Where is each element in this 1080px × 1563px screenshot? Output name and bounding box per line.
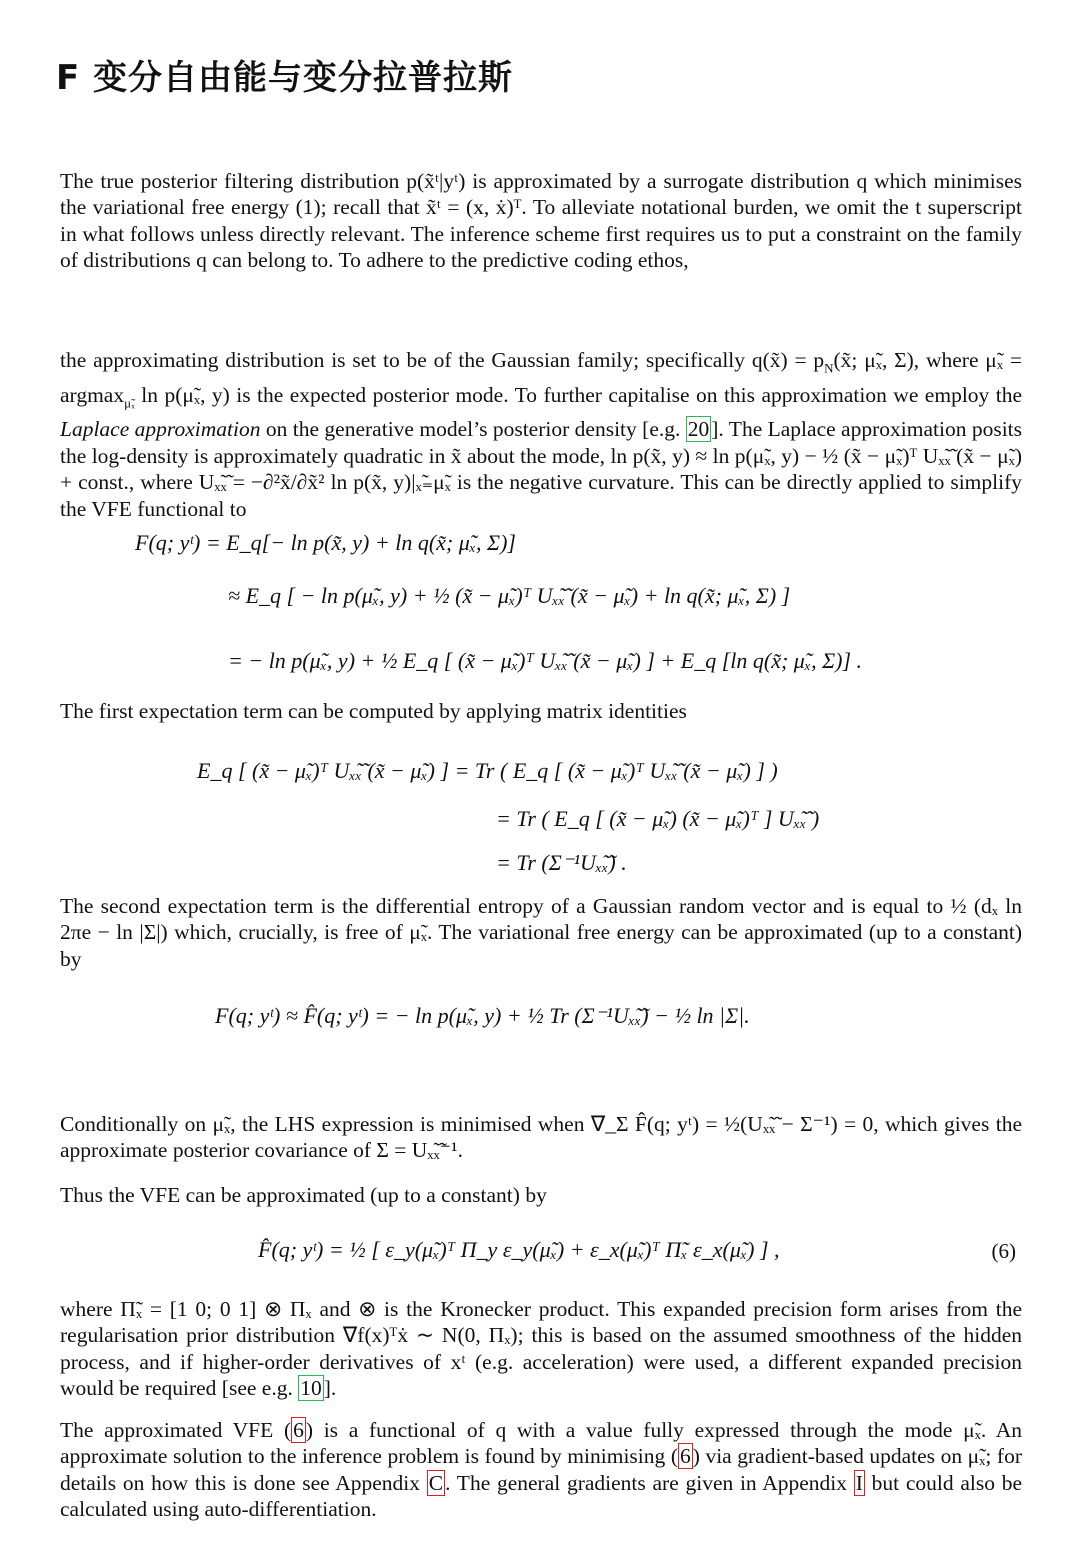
text: . The general gradients are given in Appendix	[445, 1470, 854, 1495]
equation-link[interactable]: 6	[679, 1444, 691, 1469]
appendix-link[interactable]: C	[428, 1470, 444, 1495]
equation-line: E_q [ (x̃ − μ̃ₓ)ᵀ Uₓ̃ₓ̃ (x̃ − μ̃ₓ) ] = Tr ( E_q [ (x̃ − μ̃ₓ)ᵀ Uₓ̃ₓ̃ (x̃ − μ̃ₓ) ] )	[197, 758, 778, 783]
paragraph-thus: Thus the VFE can be approximated (up to a constant) by	[60, 1183, 547, 1207]
text: ln p(μ̃ₓ, y) is the expected posterior mode. To further capitalise on this approximation we employ the	[134, 382, 1022, 407]
paragraph-precision	[60, 1296, 1022, 1402]
text: where Π̃ₓ = [1 0; 0 1] ⊗ Πₓ and ⊗ is the Kronecker product. This expanded precision form arises from the regularisation prior distribution ∇f(x)ᵀẋ ∼ N(0, Πₓ); this is based on the assumed smoothness of the hidden process, and if higher-order derivatives of xᵗ (e.g. acceleration) were used, a different expanded precision would be required [see e.g.	[60, 1297, 1022, 1401]
paragraph-gradient	[60, 1417, 1022, 1523]
citation-link[interactable]: 10	[300, 1376, 322, 1401]
text: but could also be calculated using auto-differentiation.	[60, 1470, 1023, 1522]
paragraph-intro: The true posterior filtering distribution p(x̃ᵗ|yᵗ) is approximated by a surrogate distribution q which minimises the variational free energy (1); recall that x̃ᵗ = (x, ẋ)ᵀ. To alleviate notational burden, we omit the t superscript in what follows unless directly relevant. The inference scheme first requires us to put a constraint on the family of distributions q can belong to. To adhere to the predictive coding ethos,	[60, 169, 1022, 273]
text: The approximated VFE (	[60, 1418, 292, 1442]
paragraph-laplace: the approximating distribution is set to be of the Gaussian family; specifically q(x̃) = $p_N(x̃$; μ̃ₓ, Σ), where μ̃ₓ = argmax$_{\mũ_x}$ ln p(μ̃ₓ, y) is the expected posterior mode. To further capitalise on this approximation we employ the Laplace approximation on the generative model’s posterior density [e.g. 20]. The Laplace approximation posits the log-density is approximately quadratic in x̃ about the mode, ln p(x̃, y) ≈ ln p(μ̃ₓ, y) − ½ (x̃ − μ̃ₓ)ᵀ Uₓ̃ₓ̃ (x̃ − μ̃ₓ) + const., where Uₓ̃ₓ̃ = −∂²x̃/∂x̃² ln p(x̃, y)|ₓ̃₌μ̃ₓ is the negative curvature. This can be directly applied to simplify the VFE functional to	[60, 348, 1023, 521]
equation-line: ≈ E_q [ − ln p(μ̃ₓ, y) + ½ (x̃ − μ̃ₓ)ᵀ Uₓ̃ₓ̃ (x̃ − μ̃ₓ) + ln q(x̃; μ̃ₓ, Σ) ]	[228, 583, 791, 608]
text: ]. The Laplace approximation posits the log-density is approximately quadratic in x̃ about the mode, ln p(x̃, y) ≈ ln p(μ̃ₓ, y) − ½ (x̃ − μ̃ₓ)ᵀ Uₓ̃ₓ̃ (x̃ − μ̃ₓ) + const., where Uₓ̃ₓ̃ = −∂²x̃/∂x̃² ln p(x̃, y)|ₓ̃₌μ̃ₓ is the negative curvature. This can be directly applied to simplify the VFE functional to	[60, 417, 1023, 521]
appendix-link[interactable]: I	[855, 1470, 863, 1495]
paragraph-matrix: The first expectation term can be computed by applying matrix identities	[60, 699, 687, 723]
laplace-term: Laplace approximation	[60, 417, 261, 442]
equation-line: = Tr (Σ⁻¹Uₓ̃ₓ̃) .	[496, 850, 627, 875]
paragraph-covariance: Conditionally on μ̃ₓ, the LHS expression is minimised when ∇_Σ F̂(q; yᵗ) = ½(Uₓ̃ₓ̃ − Σ⁻¹) = 0, which gives the approximate posterior covariance of Σ = Uₓ̃ₓ̃⁻¹.	[60, 1112, 1022, 1163]
equation-link[interactable]: 6	[293, 1418, 304, 1442]
citation-link[interactable]: 20	[687, 417, 710, 442]
equation-line: F̂(q; yᵗ) = ½ [ ε_y(μ̃ₓ)ᵀ Π_y ε_y(μ̃ₓ) + ε_x(μ̃ₓ)ᵀ Π̃ₓ ε_x(μ̃ₓ) ] ,	[258, 1237, 780, 1262]
section-heading: F 变分自由能与变分拉普拉斯	[56, 58, 514, 98]
text: the approximating distribution is set to be of the Gaussian family; specifically q(x̃) = p	[60, 348, 825, 372]
text: (x̃; μ̃ₓ, Σ), where μ̃ₓ = argmax	[60, 348, 1022, 407]
paragraph-entropy: The second expectation term is the differential entropy of a Gaussian random vector and is equal to ½ (dₓ ln 2πe − ln |Σ|) which, crucially, is free of μ̃ₓ. The variational free energy can be approximated (up to a constant) by	[60, 894, 1022, 971]
equation-line: = − ln p(μ̃ₓ, y) + ½ E_q [ (x̃ − μ̃ₓ)ᵀ Uₓ̃ₓ̃ (x̃ − μ̃ₓ) ] + E_q [ln q(x̃; μ̃ₓ, Σ)] .	[228, 648, 863, 673]
text: ) is a functional of q with a value fully expressed through the mode μ̃ₓ. An approximate solution to the inference problem is found by minimising (	[60, 1418, 1022, 1469]
equation-line: F(q; yᵗ) = E_q[− ln p(x̃, y) + ln q(x̃; μ̃ₓ, Σ)]	[135, 530, 516, 555]
text: ].	[323, 1376, 337, 1401]
text: on the generative model’s posterior density [e.g.	[260, 417, 686, 442]
equation-line: F(q; yᵗ) ≈ F̂(q; yᵗ) = − ln p(μ̃ₓ, y) + ½ Tr (Σ⁻¹Uₓ̃ₓ̃) − ½ ln |Σ|.	[215, 1003, 750, 1028]
text: ) via gradient-based updates on μ̃ₓ; for details on how this is done see Appendix	[60, 1444, 1022, 1495]
equation-number: (6)	[991, 1239, 1016, 1263]
equation-line: = Tr ( E_q [ (x̃ − μ̃ₓ) (x̃ − μ̃ₓ)ᵀ ] Uₓ̃ₓ̃ )	[496, 806, 820, 831]
